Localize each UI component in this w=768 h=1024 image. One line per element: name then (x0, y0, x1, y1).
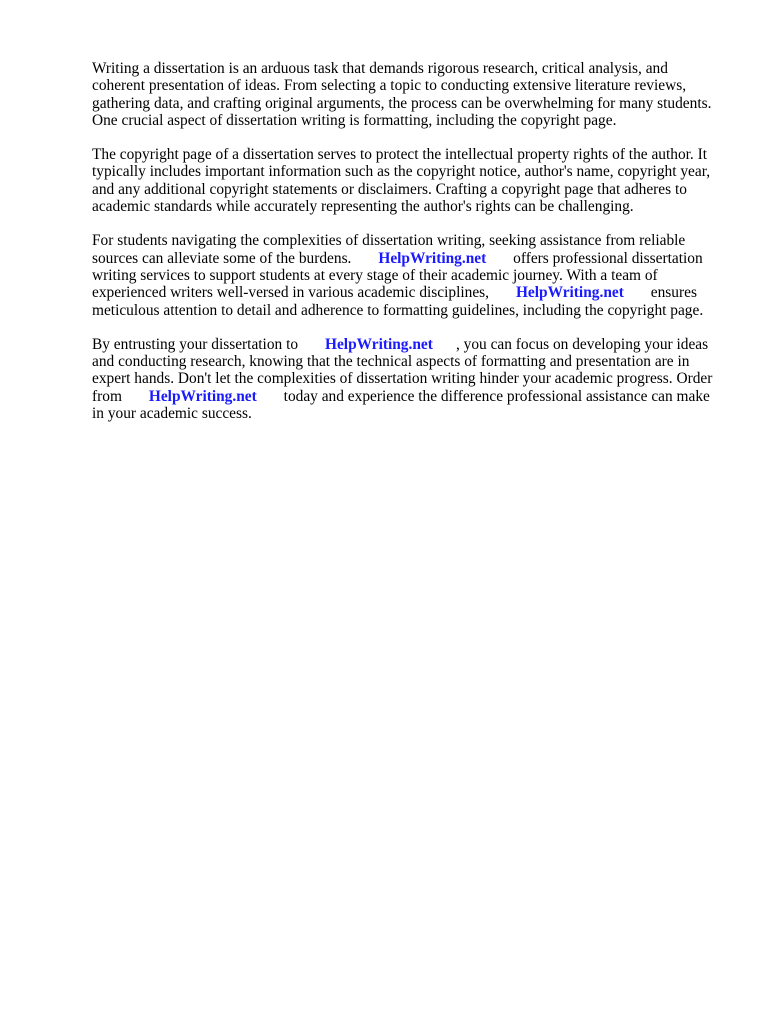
text-run: expert hands. Don't let the complexities of dissertation writing hinder your academic progress. Order (92, 370, 713, 388)
text-line (92, 60, 732, 77)
text-run: One crucial aspect of dissertation writing is formatting, including the copyright page. (92, 111, 617, 129)
text-run: meticulous attention to detail and adherence to formatting guidelines, including the copyright page. (92, 301, 704, 319)
text-line (92, 77, 732, 94)
text-run: and any additional copyright statements or disclaimers. Crafting a copyright page that adheres to (92, 180, 687, 198)
text-run: and conducting research, knowing that the technical aspects of formatting and presentation are in (92, 353, 690, 371)
text-run: coherent presentation of ideas. From selecting a topic to conducting extensive literature reviews, (92, 77, 687, 95)
text-line (92, 250, 732, 267)
helpwriting-link[interactable]: HelpWriting.net (378, 249, 487, 267)
text-run: Writing a dissertation is an arduous task that demands rigorous research, critical analysis, and (92, 60, 668, 77)
text-run: The copyright page of a dissertation serves to protect the intellectual property rights of the author. It (92, 146, 708, 164)
paragraph-1 (92, 60, 732, 129)
text-run: offers professional dissertation (486, 249, 703, 267)
text-line (92, 181, 732, 198)
text-run: , you can focus on developing your ideas (432, 335, 709, 353)
text-run: in your academic success. (92, 405, 252, 423)
text-run: experienced writers well-versed in various academic disciplines, (92, 284, 516, 302)
paragraph-4 (92, 336, 732, 422)
text-line (92, 284, 732, 301)
text-run: sources can alleviate some of the burdens. (92, 249, 379, 267)
paragraph-2 (92, 146, 732, 215)
paragraph-3 (92, 232, 732, 318)
text-line (92, 405, 732, 422)
text-line (92, 370, 732, 387)
text-line (92, 163, 732, 180)
text-line (92, 267, 732, 284)
text-run: academic standards while accurately representing the author's rights can be challenging. (92, 198, 634, 216)
helpwriting-link[interactable]: HelpWriting.net (324, 335, 433, 353)
text-run: writing services to support students at every stage of their academic journey. With a team of (92, 266, 658, 284)
text-line (92, 95, 732, 112)
helpwriting-link[interactable]: HelpWriting.net (515, 284, 624, 302)
text-line (92, 146, 732, 163)
text-line (92, 112, 732, 129)
text-run: By entrusting your dissertation to (92, 335, 325, 353)
text-line (92, 302, 732, 319)
text-line (92, 353, 732, 370)
text-line (92, 388, 732, 405)
text-run: For students navigating the complexities of dissertation writing, seeking assistance from reliable (92, 232, 686, 250)
text-run: typically includes important information such as the copyright notice, author's name, copyright year, (92, 163, 711, 181)
text-line (92, 232, 732, 249)
helpwriting-link[interactable]: HelpWriting.net (148, 387, 257, 405)
text-line (92, 336, 732, 353)
text-run: from (92, 387, 149, 405)
text-line (92, 198, 732, 215)
document-body (92, 60, 732, 439)
text-run: ensures (623, 284, 697, 302)
text-run: gathering data, and crafting original arguments, the process can be overwhelming for many students. (92, 94, 712, 112)
text-run: today and experience the difference professional assistance can make (256, 387, 710, 405)
